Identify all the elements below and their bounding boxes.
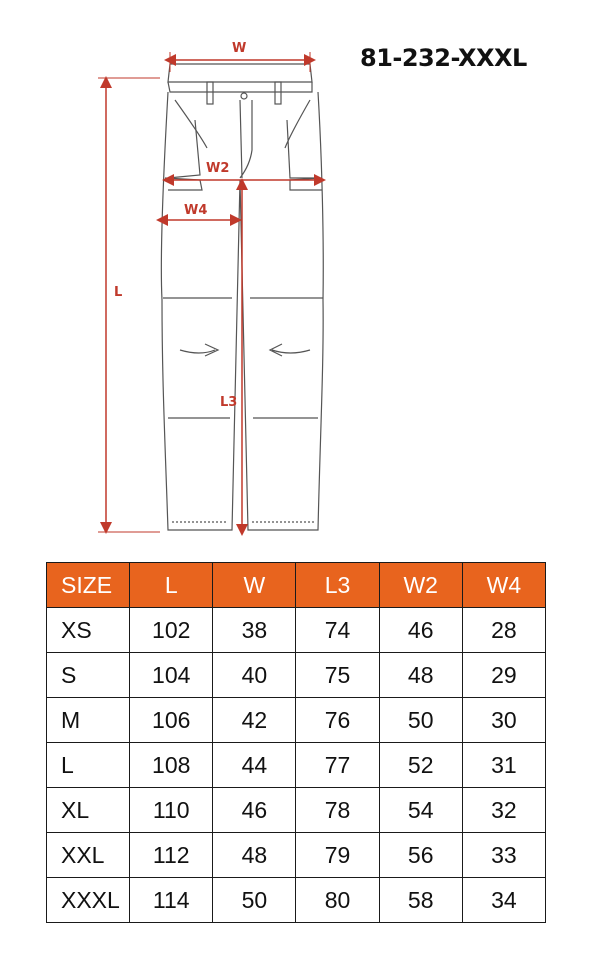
header-l: L [130,563,213,608]
cell-size: L [47,743,130,788]
cell-l: 102 [130,608,213,653]
table-row [47,653,546,698]
cell-size: XL [47,788,130,833]
label-l3: L3 [220,395,238,410]
cell-l: 104 [130,653,213,698]
cell-w2: 54 [379,788,462,833]
table-row [47,878,546,923]
cell-w4: 34 [462,878,545,923]
cell-l3: 80 [296,878,379,923]
header-l3: L3 [296,563,379,608]
cell-l: 112 [130,833,213,878]
cell-w4: 29 [462,653,545,698]
cell-w: 46 [213,788,296,833]
cell-l: 108 [130,743,213,788]
cell-size: XXL [47,833,130,878]
cell-w4: 32 [462,788,545,833]
header-size: SIZE [47,563,130,608]
cell-l3: 77 [296,743,379,788]
label-w2: W2 [206,161,230,176]
header-w2: W2 [379,563,462,608]
header-w: W [213,563,296,608]
cell-l3: 75 [296,653,379,698]
cell-w4: 33 [462,833,545,878]
cell-l3: 76 [296,698,379,743]
cell-w2: 52 [379,743,462,788]
header-w4: W4 [462,563,545,608]
label-l: L [114,285,123,300]
table-row [47,788,546,833]
cell-w: 48 [213,833,296,878]
label-w: W [232,41,247,56]
cell-w: 50 [213,878,296,923]
table-row [47,608,546,653]
table-row [47,743,546,788]
cell-l3: 78 [296,788,379,833]
cell-w: 42 [213,698,296,743]
cell-size: XS [47,608,130,653]
cell-w4: 30 [462,698,545,743]
cell-l: 110 [130,788,213,833]
table-row [47,698,546,743]
cell-w4: 31 [462,743,545,788]
table-header-row [47,563,546,608]
cell-l3: 74 [296,608,379,653]
cell-w2: 46 [379,608,462,653]
cell-w2: 50 [379,698,462,743]
cell-w4: 28 [462,608,545,653]
size-table [46,562,546,923]
cell-size: XXXL [47,878,130,923]
cell-w2: 58 [379,878,462,923]
cell-size: M [47,698,130,743]
table-row [47,833,546,878]
cell-w2: 56 [379,833,462,878]
label-w4: W4 [184,203,208,218]
cell-w2: 48 [379,653,462,698]
cell-w: 40 [213,653,296,698]
cell-l3: 79 [296,833,379,878]
cell-l: 114 [130,878,213,923]
product-code: 81-232-XXXL [360,44,527,72]
cell-size: S [47,653,130,698]
cell-l: 106 [130,698,213,743]
cell-w: 38 [213,608,296,653]
cell-w: 44 [213,743,296,788]
